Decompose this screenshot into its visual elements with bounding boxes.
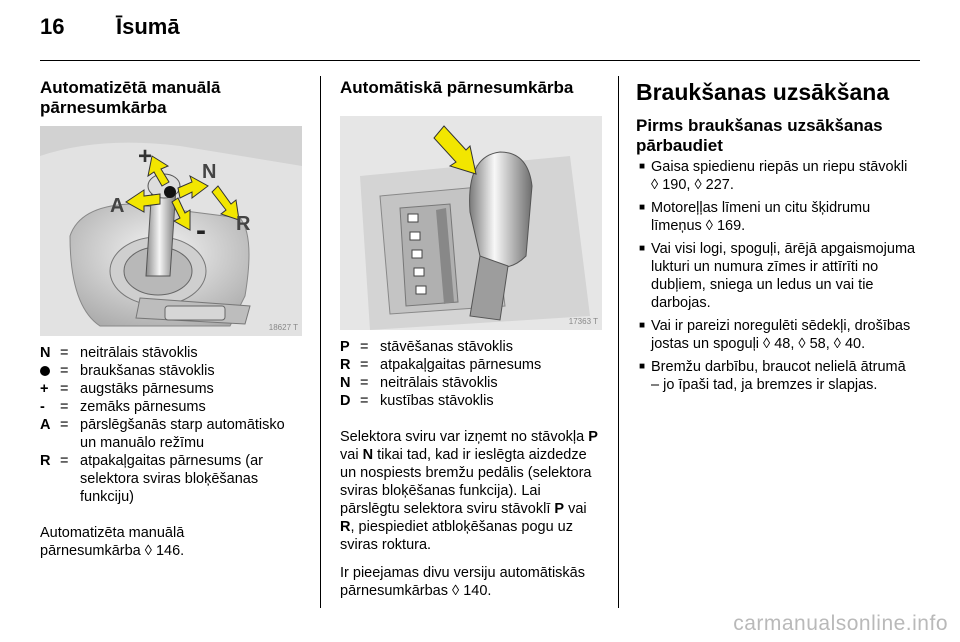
legend-row: [340, 338, 602, 356]
subsection-title-checks: Pirms braukšanas uzsākšanas pārbaudiet: [636, 116, 883, 155]
legend-equals: =: [360, 357, 369, 373]
legend-equals: =: [360, 393, 369, 409]
legend-row: [40, 380, 302, 398]
legend-key: R: [40, 453, 51, 469]
column-starting-driving: [636, 78, 916, 399]
legend-automatic: [340, 338, 602, 410]
figure-manual-gear-selector: [40, 126, 302, 336]
legend-equals: =: [60, 381, 69, 397]
figure-automatic-selector: [340, 116, 602, 330]
label-minus: -: [196, 214, 206, 247]
label-n: N: [202, 161, 217, 183]
legend-text: stāvēšanas stāvoklis: [380, 339, 513, 355]
column-automatic-gearbox: [340, 78, 602, 600]
legend-equals: =: [60, 345, 69, 361]
legend-key: A: [40, 417, 51, 433]
legend-key: R: [340, 357, 351, 373]
versions-paragraph: Ir pieejamas divu versiju automātiskās pārnesumkārbas ◊ 140.: [340, 565, 585, 599]
square-bullet-icon: ■: [639, 202, 646, 213]
column-manual-gearbox: [40, 78, 302, 560]
square-bullet-icon: ■: [639, 320, 646, 331]
page-number: 16: [40, 14, 65, 39]
legend-text: zemāks pārnesums: [80, 399, 206, 415]
legend-text: neitrālais stāvoklis: [80, 345, 198, 361]
list-item: ■ Bremžu darbību, braucot nelielā ātrumā – jo īpaši tad, ja bremzes ir slapjas.: [636, 358, 916, 394]
legend-manual: [40, 344, 302, 506]
legend-text: atpakaļgaitas pārnesums (ar selektora sviras bloķēšanas funkciju): [80, 453, 263, 505]
square-bullet-icon: ■: [639, 243, 646, 254]
legend-equals: =: [60, 453, 69, 469]
legend-row: [340, 356, 602, 374]
drive-dot-icon: [40, 362, 60, 380]
watermark: carmanualsonline.info: [733, 612, 948, 635]
legend-key: N: [340, 375, 351, 391]
figure-code: 18627 T: [268, 323, 298, 332]
legend-key: D: [340, 393, 351, 409]
column-divider-2: [618, 76, 619, 608]
list-item: ■ Gaisa spiedienu riepās un riepu stāvokli ◊ 190, ◊ 227.: [636, 158, 916, 194]
legend-row: [340, 374, 602, 392]
checklist: [636, 158, 916, 394]
legend-text: atpakaļgaitas pārnesums: [380, 357, 542, 373]
gear-selector-illustration: [40, 126, 302, 336]
legend-text: neitrālais stāvoklis: [380, 375, 498, 391]
square-bullet-icon: ■: [639, 361, 646, 372]
label-plus: +: [138, 143, 153, 170]
legend-equals: =: [360, 339, 369, 355]
selector-lock-paragraph: Selektora sviru var izņemt no stāvokļa P vai N tikai tad, kad ir ieslēgta aizdedze un nospiests bremžu pedālis (selektora sviras bloķēšanas funkcija). Lai pārslēgtu selektora sviru stāvoklī P vai R, piespiediet atbloķēšanas pogu uz sviras roktura.: [340, 429, 598, 553]
legend-equals: =: [60, 417, 69, 433]
column-divider-1: [320, 76, 321, 608]
list-item: ■ Motoreļļas līmeni un citu šķidrumu līmeņus ◊ 169.: [636, 199, 916, 235]
legend-equals: =: [60, 399, 69, 415]
legend-row: [40, 398, 302, 416]
legend-equals: =: [360, 375, 369, 391]
legend-row: [40, 416, 302, 452]
legend-key: +: [40, 381, 49, 397]
section-title-automatic: Automātiskā pārnesumkārba: [340, 78, 574, 97]
legend-row: [40, 344, 302, 362]
legend-row: [40, 452, 302, 506]
legend-row: [340, 392, 602, 410]
legend-key: P: [340, 339, 350, 355]
label-a: A: [110, 195, 125, 217]
header-rule: [40, 60, 920, 61]
manual-reference: Automatizēta manuālā pārnesumkārba ◊ 146.: [40, 525, 185, 559]
square-bullet-icon: ■: [639, 161, 646, 172]
chapter-title: Īsumā: [116, 14, 180, 39]
legend-text: kustības stāvoklis: [380, 393, 494, 409]
legend-row: [40, 362, 302, 380]
legend-equals: =: [60, 363, 69, 379]
label-r: R: [236, 213, 251, 235]
legend-key: -: [40, 399, 45, 415]
section-title-starting: Braukšanas uzsākšana: [636, 79, 890, 105]
legend-text: pārslēgšanās starp automātisko un manuālo režīmu: [80, 417, 285, 451]
figure-code: 17363 T: [568, 317, 598, 326]
legend-key: N: [40, 345, 51, 361]
list-item: ■ Vai visi logi, spoguļi, ārējā apgaismojuma lukturi un numura zīmes ir attīrīti no dubļiem, sniega un ledus un vai tie darbojas.: [636, 240, 916, 312]
legend-text: braukšanas stāvoklis: [80, 363, 215, 379]
legend-text: augstāks pārnesums: [80, 381, 214, 397]
automatic-selector-illustration: [340, 116, 602, 330]
section-title-manual: Automatizētā manuālā pārnesumkārba: [40, 78, 221, 117]
list-item: ■ Vai ir pareizi noregulēti sēdekļi, drošības jostas un spoguļi ◊ 48, ◊ 58, ◊ 40.: [636, 317, 916, 353]
